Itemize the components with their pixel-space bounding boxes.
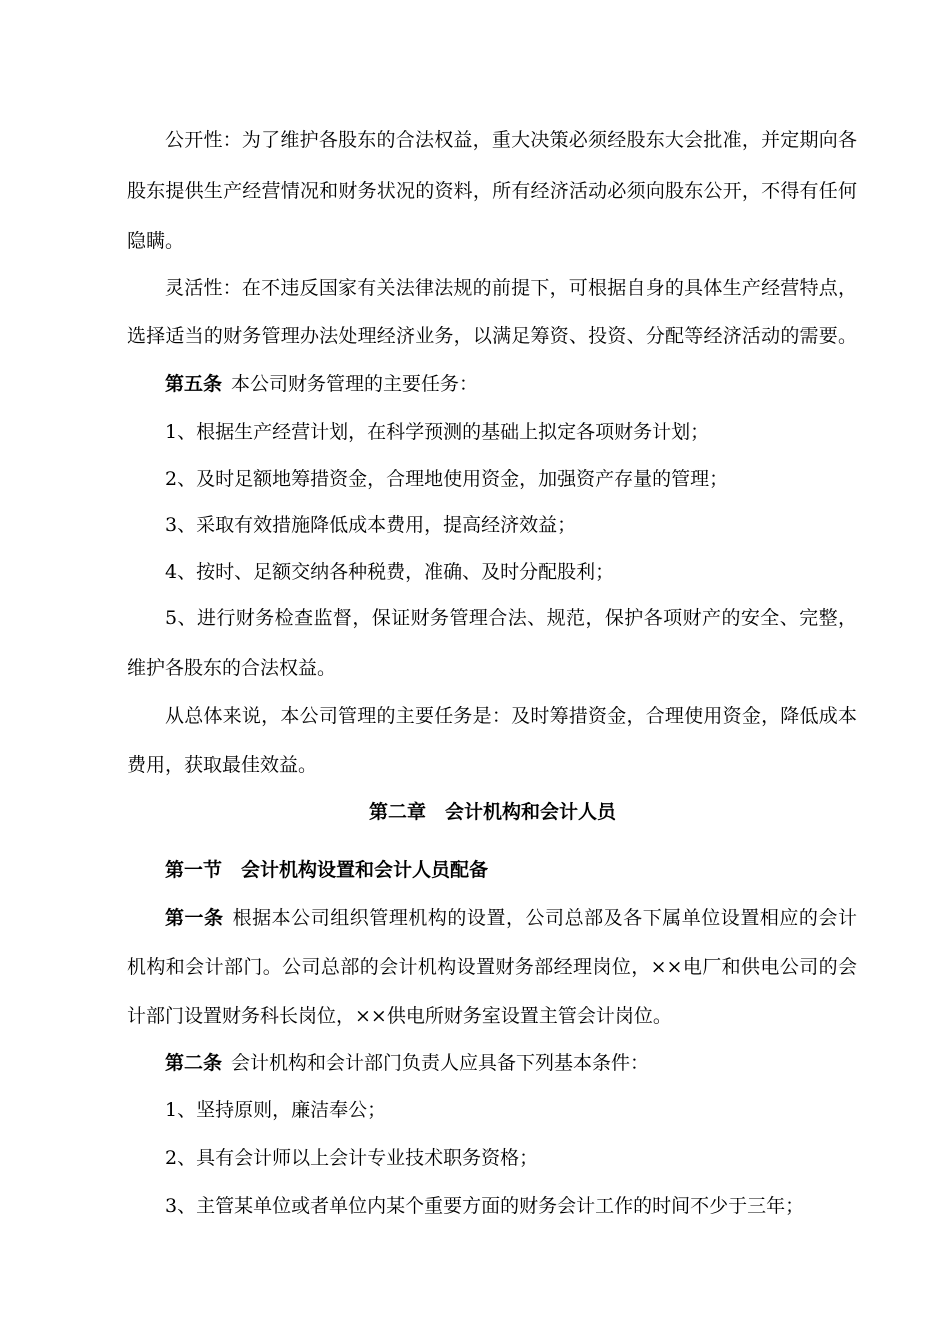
article-2 [165, 1050, 649, 1076]
task-item-3: 3、采取有效措施降低成本费用，提高经济效益； [165, 514, 577, 536]
condition-item-1: 1、坚持原则，廉洁奉公； [165, 1099, 387, 1121]
summary-line-2: 费用，获取最佳效益。 [127, 754, 318, 776]
task-item-5-line-2: 维护各股东的合法权益。 [127, 657, 337, 679]
task-item-1: 1、根据生产经营计划，在科学预测的基础上拟定各项财务计划； [165, 421, 710, 443]
article-5 [165, 371, 478, 397]
article-1-line-3: 计部门设置财务科长岗位，××供电所财务室设置主管会计岗位。 [127, 1005, 672, 1027]
article-2-label: 第二条 [165, 1052, 223, 1074]
paragraph-openness-line-2: 股东提供生产经营情况和财务状况的资料，所有经济活动必须向股东公开，不得有任何 [127, 180, 857, 202]
article-2-text: 会计机构和会计部门负责人应具备下列基本条件： [231, 1052, 650, 1074]
condition-item-2: 2、具有会计师以上会计专业技术职务资格； [165, 1147, 539, 1169]
paragraph-openness-line-1: 公开性：为了维护各股东的合法权益，重大决策必须经股东大会批准，并定期向各 [165, 129, 857, 151]
article-5-text: 本公司财务管理的主要任务： [231, 373, 479, 395]
task-item-4: 4、按时、足额交纳各种税费，准确、及时分配股利； [165, 561, 615, 583]
paragraph-flexibility-line-1: 灵活性：在不违反国家有关法律法规的前提下，可根据自身的具体生产经营特点， [165, 277, 857, 299]
summary-line-1: 从总体来说，本公司管理的主要任务是：及时筹措资金，合理使用资金，降低成本 [165, 705, 857, 727]
article-1-label: 第一条 [165, 907, 224, 929]
chapter-2-heading: 第二章 会计机构和会计人员 [368, 801, 616, 823]
article-1-line-1 [165, 905, 857, 931]
task-item-2: 2、及时足额地筹措资金，合理地使用资金，加强资产存量的管理； [165, 468, 729, 490]
section-1-heading: 第一节 会计机构设置和会计人员配备 [165, 859, 489, 881]
article-1-text: 根据本公司组织管理机构的设置，公司总部及各下属单位设置相应的会计 [232, 907, 857, 929]
paragraph-flexibility-line-2: 选择适当的财务管理办法处理经济业务，以满足筹资、投资、分配等经济活动的需要。 [127, 325, 857, 347]
article-1-line-2: 机构和会计部门。公司总部的会计机构设置财务部经理岗位，××电厂和供电公司的会 [127, 956, 857, 978]
paragraph-openness-line-3: 隐瞒。 [127, 230, 185, 252]
article-5-label: 第五条 [165, 373, 223, 395]
condition-item-3: 3、主管某单位或者单位内某个重要方面的财务会计工作的时间不少于三年； [165, 1195, 805, 1217]
task-item-5-line-1: 5、进行财务检查监督，保证财务管理合法、规范，保护各项财产的安全、完整， [165, 607, 857, 629]
